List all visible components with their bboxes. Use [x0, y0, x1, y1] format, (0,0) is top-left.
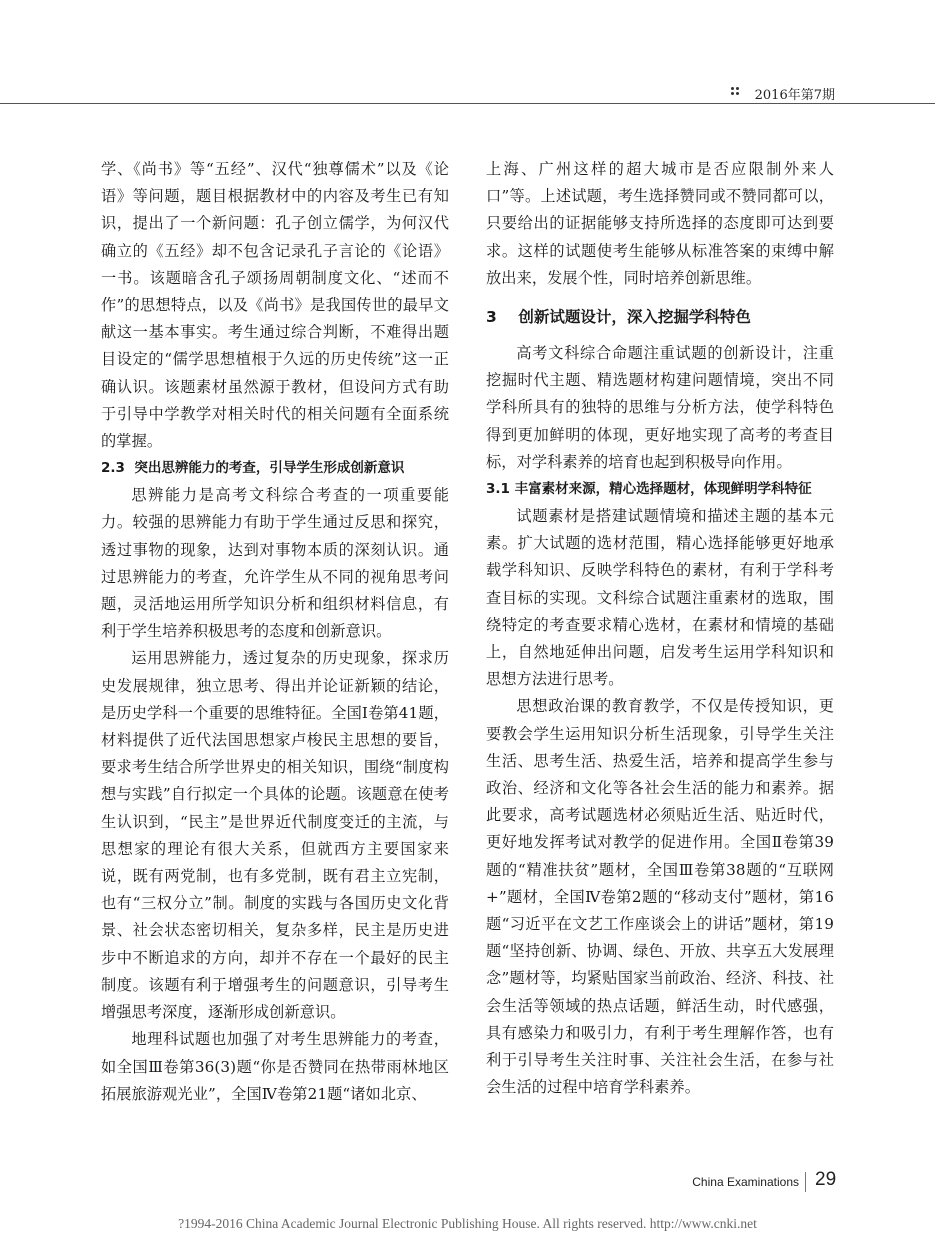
- paragraph: 高考文科综合命题注重试题的创新设计，注重挖掘时代主题、精选题材构建问题情境，突出不同学科所具有的独特的思维与分析方法，使学科特色得到更加鲜明的体现，更好地实现了高考的考查目标，对学科素养的培育也起到积极导向作用。: [486, 344, 834, 471]
- section-heading-2-3: [101, 455, 449, 482]
- issue-label: 2016年第7期: [754, 88, 835, 103]
- paragraph: 思想政治课的教育教学，不仅是传授知识，更要教会学生运用知识分析生活现象，引导学生关注生活、思考生活、热爱生活，培养和提高学生参与政治、经济和文化等各社会生活的能力和素养。据此要求，高考试题选材必须贴近生活、贴近时代，更好地发挥考试对教学的促进作用。全国Ⅱ卷第39题的“精准扶贫”题材，全国Ⅲ卷第38题的“互联网+”题材，全国Ⅳ卷第2题的“移动支付”题材，第16题“习近平在文艺工作座谈会上的讲话”题材，第19题“坚持创新、协调、绿色、开放、共享五大发展理念”题材等，均紧贴国家当前政治、经济、科技、社会生活等领域的热点话题，鲜活生动，时代感强，具有感染力和吸引力，有利于考生理解作答，也有利于引导考生关注时事、关注社会生活，在参与社会生活的过程中培育学科素养。: [486, 697, 834, 1097]
- section-title: 丰富素材来源，精心选择题材，体现鲜明学科特征: [514, 481, 812, 498]
- footer-divider: [805, 1172, 806, 1192]
- journal-dots-icon: [731, 87, 741, 97]
- paragraph: 学、《尚书》等“五经”、汉代“独尊儒术”以及《论语》等问题，题目根据教材中的内容及考生已有知识，提出了一个新问题：孔子创立儒学，为何汉代确立的《五经》却不包含记录孔子言论的《论语》一书。该题暗含孔子颂扬周朝制度文化、“述而不作”的思想特点，以及《尚书》是我国传世的最早文献这一基本事实。考生通过综合判断，不难得出题目设定的“儒学思想植根于久远的历史传统”这一正确认识。该题素材虽然源于教材，但设问方式有助于引导中学教学对相关时代的相关问题有全面系统的掌握。: [101, 160, 449, 451]
- page-number: 29: [815, 1169, 837, 1190]
- right-column: [486, 156, 834, 1102]
- section-title: 创新试题设计，深入挖掘学科特色: [518, 308, 751, 327]
- section-heading-3: [486, 304, 834, 330]
- paragraph: 思辨能力是高考文科综合考查的一项重要能力。较强的思辨能力有助于学生通过反思和探究，透过事物的现象，达到对事物本质的深刻认识。通过思辨能力的考查，允许学生从不同的视角思考问题，灵活地运用所学知识分析和组织材料信息，有利于学生培养积极思考的态度和创新意识。: [101, 486, 449, 641]
- section-number: 3: [486, 308, 497, 327]
- paragraph: 运用思辨能力，透过复杂的历史现象，探求历史发展规律，独立思考、得出并论证新颖的结论，是历史学科一个重要的思维特征。全国Ⅰ卷第41题，材料提供了近代法国思想家卢梭民主思想的要旨，要求考生结合所学世界史的相关知识，围绕“制度构想与实践”自行拟定一个具体的论题。该题意在使考生认识到，“民主”是世界近代制度变迁的主流，与思想家的理论有很大关系，但就西方主要国家来说，既有两党制，也有多党制，既有君主立宪制，也有“三权分立”制。制度的实践与各国历史文化背景、社会状态密切相关，复杂多样，民主是历史进步中不断追求的方向，却并不存在一个最好的民主制度。该题有利于增强考生的问题意识，引导考生增强思考深度，逐渐形成创新意识。: [101, 649, 449, 1022]
- section-title: 突出思辨能力的考查，引导学生形成创新意识: [134, 460, 405, 477]
- paragraph: 试题素材是搭建试题情境和描述主题的基本元素。扩大试题的选材范围，精心选择能够更好地承载学科知识、反映学科特色的素材，有利于学科考查目标的实现。文科综合试题注重素材的选取，围绕特定的考查要求精心选材，在素材和情境的基础上，自然地延伸出问题，启发考生运用学科知识和思想方法进行思考。: [486, 507, 834, 689]
- section-number: 2.3: [101, 460, 125, 477]
- paragraph: 上海、广州这样的超大城市是否应限制外来人口”等。上述试题，考生选择赞同或不赞同都可以，只要给出的证据能够支持所选择的态度即可达到要求。这样的试题使考生能够从标准答案的束缚中解放出来，发展个性，同时培养创新思维。: [486, 160, 834, 287]
- paragraph: 地理科试题也加强了对考生思辨能力的考查，如全国Ⅲ卷第36(3)题“你是否赞同在热带雨林地区拓展旅游观光业”，全国Ⅳ卷第21题“诸如北京、: [101, 1030, 449, 1103]
- header-rule: [0, 103, 935, 104]
- copyright-notice: ?1994-2016 China Academic Journal Electronic Publishing House. All rights reserved. http://www.cnki.net: [178, 1216, 757, 1231]
- section-heading-3-1: [486, 476, 834, 503]
- journal-name: China Examinations: [692, 1175, 799, 1189]
- page-header: [0, 0, 935, 104]
- left-column: [101, 156, 449, 1108]
- section-number: 3.1: [486, 481, 510, 498]
